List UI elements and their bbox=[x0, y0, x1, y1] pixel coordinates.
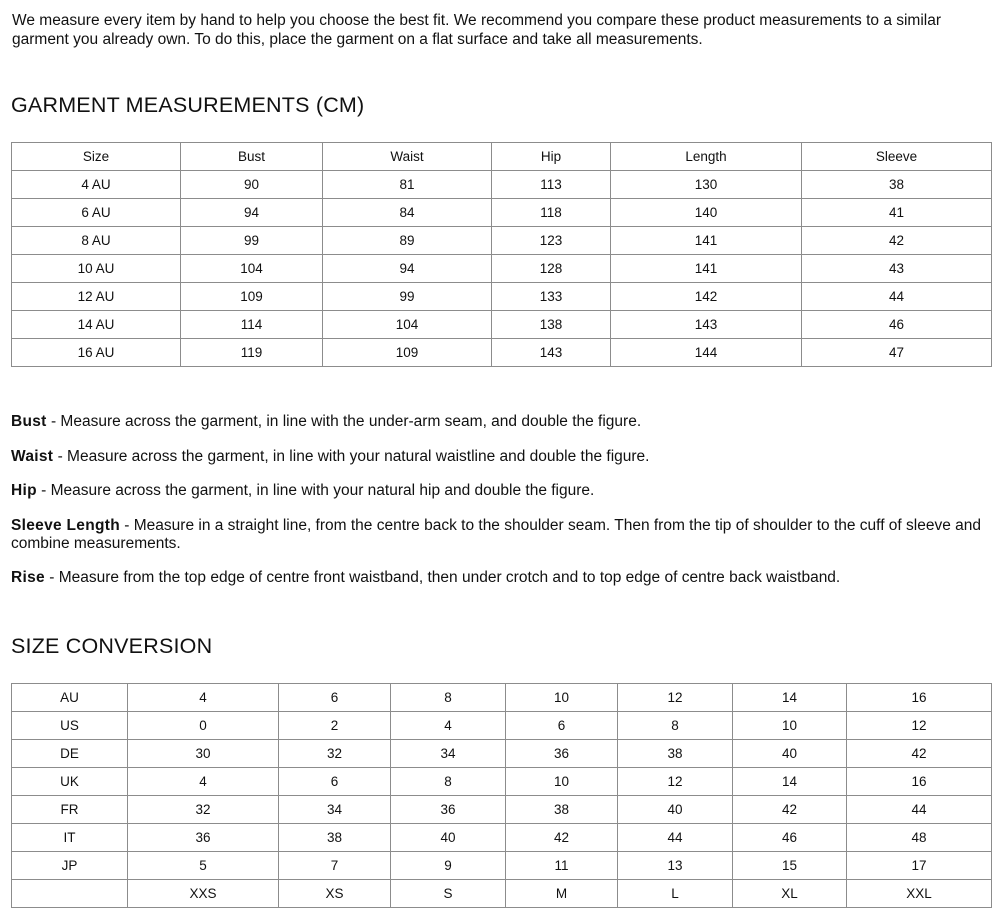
table-cell: 32 bbox=[128, 796, 279, 824]
intro-text: We measure every item by hand to help you choose the best fit. We recommend you compare these product measurements to a similar garment you already own. To do this, place the garment on a flat surface and take all measurements. bbox=[12, 12, 942, 48]
table-cell: 14 bbox=[733, 768, 847, 796]
table-cell: 11 bbox=[506, 852, 618, 880]
table-cell: 114 bbox=[181, 311, 323, 339]
table-row bbox=[12, 684, 992, 712]
row-header: FR bbox=[12, 796, 128, 824]
table-cell: 141 bbox=[611, 227, 802, 255]
table-cell: 8 bbox=[618, 712, 733, 740]
table-cell: 16 AU bbox=[12, 339, 181, 367]
table-cell: 48 bbox=[847, 824, 992, 852]
table-cell: 4 bbox=[391, 712, 506, 740]
table-cell: L bbox=[618, 880, 733, 908]
size-conversion-heading: SIZE CONVERSION bbox=[11, 634, 213, 658]
table-cell: S bbox=[391, 880, 506, 908]
table-row bbox=[12, 311, 992, 339]
table-cell: 16 bbox=[847, 768, 992, 796]
table-cell: 7 bbox=[279, 852, 391, 880]
row-header: JP bbox=[12, 852, 128, 880]
table-cell: 12 bbox=[847, 712, 992, 740]
garment-measurements-heading: GARMENT MEASUREMENTS (CM) bbox=[11, 93, 365, 117]
table-cell: 143 bbox=[611, 311, 802, 339]
table-cell: 40 bbox=[733, 740, 847, 768]
table-cell: 94 bbox=[323, 255, 492, 283]
table-cell: XL bbox=[733, 880, 847, 908]
table-cell: 40 bbox=[391, 824, 506, 852]
table-cell: 4 bbox=[128, 768, 279, 796]
table-cell: 46 bbox=[733, 824, 847, 852]
table-cell: 42 bbox=[847, 740, 992, 768]
table-cell: 30 bbox=[128, 740, 279, 768]
table-cell: 133 bbox=[492, 283, 611, 311]
definition-item bbox=[11, 569, 996, 587]
table-cell: 10 bbox=[506, 768, 618, 796]
table-cell: 142 bbox=[611, 283, 802, 311]
definition-term: Hip bbox=[11, 482, 37, 499]
table-cell: 44 bbox=[618, 824, 733, 852]
table-cell: 12 bbox=[618, 684, 733, 712]
definition-text: - Measure across the garment, in line with your natural waistline and double the figure. bbox=[53, 447, 650, 465]
table-row bbox=[12, 740, 992, 768]
table-row bbox=[12, 199, 992, 227]
definition-text: - Measure in a straight line, from the centre back to the shoulder seam. Then from the tip of shoulder to the cuff of sleeve and combine measurements. bbox=[11, 516, 982, 552]
table-header-row bbox=[12, 143, 992, 171]
table-cell: 6 bbox=[279, 684, 391, 712]
table-cell: XXS bbox=[128, 880, 279, 908]
definition-term: Waist bbox=[11, 447, 54, 465]
definition-item bbox=[11, 517, 996, 553]
definition-item bbox=[11, 448, 996, 466]
table-cell: 4 bbox=[128, 684, 279, 712]
table-cell: 6 bbox=[279, 768, 391, 796]
table-cell: 119 bbox=[181, 339, 323, 367]
table-cell: 10 bbox=[733, 712, 847, 740]
definition-item bbox=[11, 482, 996, 500]
table-cell: 44 bbox=[847, 796, 992, 824]
table-cell: 40 bbox=[618, 796, 733, 824]
definition-term: Bust bbox=[11, 413, 47, 430]
column-header: Size bbox=[12, 143, 181, 171]
definition-text: - Measure across the garment, in line with your natural hip and double the figure. bbox=[36, 482, 595, 499]
table-row bbox=[12, 768, 992, 796]
table-cell: 34 bbox=[279, 796, 391, 824]
table-cell: 84 bbox=[323, 199, 492, 227]
definition-text: - Measure across the garment, in line with the under-arm seam, and double the figure. bbox=[46, 413, 642, 430]
table-cell: 13 bbox=[618, 852, 733, 880]
table-cell: 140 bbox=[611, 199, 802, 227]
column-header: Sleeve bbox=[802, 143, 992, 171]
table-cell: M bbox=[506, 880, 618, 908]
table-cell: 81 bbox=[323, 171, 492, 199]
table-row bbox=[12, 852, 992, 880]
table-cell: 143 bbox=[492, 339, 611, 367]
definition-term: Rise bbox=[11, 569, 45, 586]
table-cell: 6 bbox=[506, 712, 618, 740]
table-cell: 138 bbox=[492, 311, 611, 339]
column-header: Length bbox=[611, 143, 802, 171]
table-cell: 12 bbox=[618, 768, 733, 796]
table-cell: 38 bbox=[506, 796, 618, 824]
table-row bbox=[12, 824, 992, 852]
row-header bbox=[12, 880, 128, 908]
table-cell: 109 bbox=[181, 283, 323, 311]
table-cell: 43 bbox=[802, 255, 992, 283]
table-cell: 4 AU bbox=[12, 171, 181, 199]
table-cell: 16 bbox=[847, 684, 992, 712]
table-cell: 32 bbox=[279, 740, 391, 768]
table-cell: 141 bbox=[611, 255, 802, 283]
table-cell: 46 bbox=[802, 311, 992, 339]
column-header: Bust bbox=[181, 143, 323, 171]
definition-text: - Measure from the top edge of centre front waistband, then under crotch and to top edge of centre back waistband. bbox=[44, 569, 841, 586]
table-cell: 9 bbox=[391, 852, 506, 880]
table-cell: 99 bbox=[323, 283, 492, 311]
row-header: AU bbox=[12, 684, 128, 712]
table-cell: 123 bbox=[492, 227, 611, 255]
table-cell: 14 AU bbox=[12, 311, 181, 339]
table-cell: 38 bbox=[802, 171, 992, 199]
measurement-definitions bbox=[11, 413, 996, 604]
size-conversion-table bbox=[11, 683, 992, 908]
table-cell: 118 bbox=[492, 199, 611, 227]
table-cell: 41 bbox=[802, 199, 992, 227]
table-cell: 38 bbox=[279, 824, 391, 852]
table-cell: 104 bbox=[323, 311, 492, 339]
column-header: Hip bbox=[492, 143, 611, 171]
table-cell: 5 bbox=[128, 852, 279, 880]
garment-measurements-table bbox=[11, 142, 992, 367]
table-cell: 113 bbox=[492, 171, 611, 199]
table-cell: 8 AU bbox=[12, 227, 181, 255]
column-header: Waist bbox=[323, 143, 492, 171]
table-cell: 42 bbox=[802, 227, 992, 255]
table-cell: 90 bbox=[181, 171, 323, 199]
table-cell: 94 bbox=[181, 199, 323, 227]
table-cell: 42 bbox=[506, 824, 618, 852]
table-row bbox=[12, 227, 992, 255]
table-row bbox=[12, 283, 992, 311]
table-cell: 36 bbox=[506, 740, 618, 768]
definition-term: Sleeve Length bbox=[11, 516, 120, 534]
table-row bbox=[12, 712, 992, 740]
table-cell: 34 bbox=[391, 740, 506, 768]
table-cell: 44 bbox=[802, 283, 992, 311]
table-cell: 10 bbox=[506, 684, 618, 712]
row-header: UK bbox=[12, 768, 128, 796]
row-header: DE bbox=[12, 740, 128, 768]
table-row bbox=[12, 796, 992, 824]
table-row bbox=[12, 339, 992, 367]
table-row bbox=[12, 880, 992, 908]
definition-item bbox=[11, 413, 996, 431]
table-row bbox=[12, 171, 992, 199]
table-cell: 38 bbox=[618, 740, 733, 768]
table-cell: 36 bbox=[128, 824, 279, 852]
table-cell: 12 AU bbox=[12, 283, 181, 311]
table-cell: 144 bbox=[611, 339, 802, 367]
table-cell: 130 bbox=[611, 171, 802, 199]
table-cell: 47 bbox=[802, 339, 992, 367]
table-cell: XS bbox=[279, 880, 391, 908]
table-cell: 10 AU bbox=[12, 255, 181, 283]
table-cell: XXL bbox=[847, 880, 992, 908]
table-cell: 128 bbox=[492, 255, 611, 283]
table-cell: 8 bbox=[391, 684, 506, 712]
table-cell: 0 bbox=[128, 712, 279, 740]
table-cell: 14 bbox=[733, 684, 847, 712]
table-cell: 6 AU bbox=[12, 199, 181, 227]
table-cell: 2 bbox=[279, 712, 391, 740]
row-header: IT bbox=[12, 824, 128, 852]
table-row bbox=[12, 255, 992, 283]
table-cell: 42 bbox=[733, 796, 847, 824]
row-header: US bbox=[12, 712, 128, 740]
table-cell: 104 bbox=[181, 255, 323, 283]
table-cell: 99 bbox=[181, 227, 323, 255]
table-cell: 36 bbox=[391, 796, 506, 824]
table-cell: 17 bbox=[847, 852, 992, 880]
table-cell: 89 bbox=[323, 227, 492, 255]
table-cell: 15 bbox=[733, 852, 847, 880]
table-cell: 109 bbox=[323, 339, 492, 367]
table-cell: 8 bbox=[391, 768, 506, 796]
